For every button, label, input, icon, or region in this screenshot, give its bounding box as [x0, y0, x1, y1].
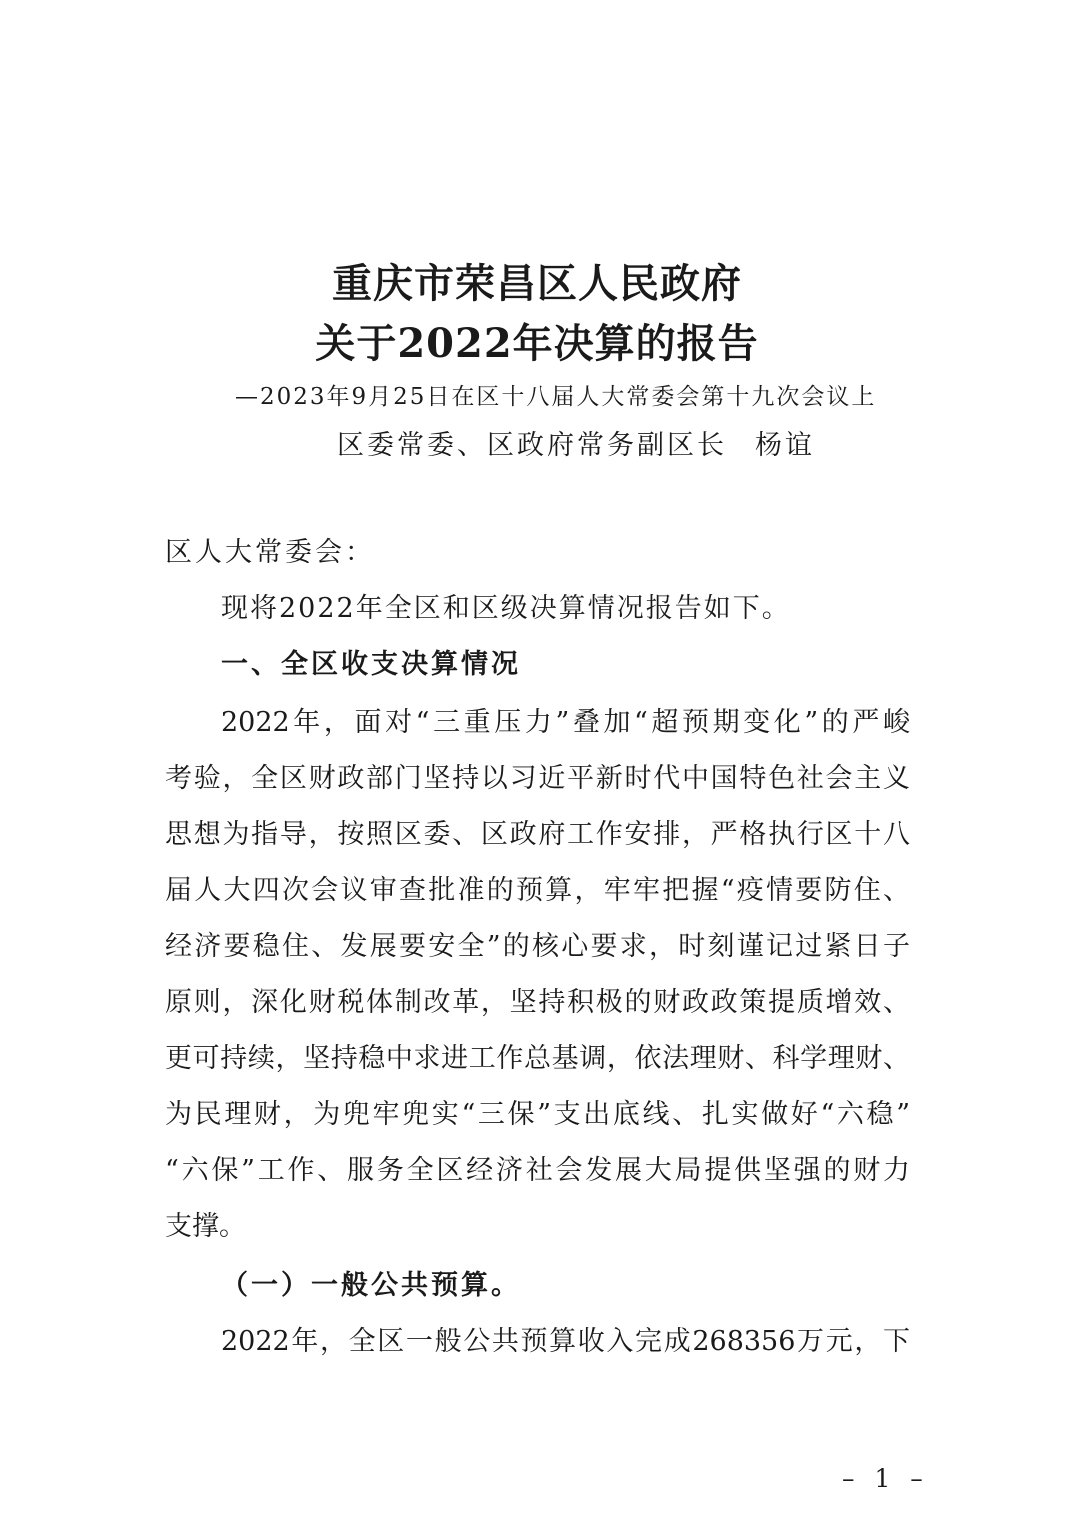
- paragraph-line: 思想为指导，按照区委、区政府工作安排，严格执行区十八: [165, 819, 910, 850]
- paragraph-line: 为民理财，为兜牢兜实“三保”支出底线、扎实做好“六稳”: [165, 1099, 910, 1130]
- author-role: 区委常委、区政府常务副区长: [337, 430, 727, 461]
- paragraph-line: 考验，全区财政部门坚持以习近平新时代中国特色社会主义: [165, 763, 910, 794]
- salutation: 区人大常委会：: [165, 537, 375, 568]
- author-line: [337, 423, 815, 462]
- paragraph-line: 2022年，全区一般公共预算收入完成268356万元，下: [221, 1326, 910, 1357]
- document-title-line1: 重庆市荣昌区人民政府: [332, 260, 742, 307]
- paragraph-line: 支撑。: [165, 1211, 246, 1242]
- paragraph-line: 2022年，面对“三重压力”叠加“超预期变化”的严峻: [221, 707, 910, 738]
- meeting-subtitle: —2023年9月25日在区十八届人大常委会第十九次会议上: [235, 384, 877, 410]
- document-title-line2: 关于2022年决算的报告: [315, 320, 759, 367]
- paragraph-line: 更可持续，坚持稳中求进工作总基调，依法理财、科学理财、: [165, 1043, 910, 1074]
- paragraph-line: “六保”工作、服务全区经济社会发展大局提供坚强的财力: [165, 1155, 910, 1186]
- paragraph-line: 原则，深化财税体制改革，坚持积极的财政政策提质增效、: [165, 987, 910, 1018]
- paragraph-line: 经济要稳住、发展要安全”的核心要求，时刻谨记过紧日子: [165, 931, 910, 962]
- section-heading: 一、全区收支决算情况: [221, 649, 521, 680]
- paragraph-line: 届人大四次会议审查批准的预算，牢牢把握“疫情要防住、: [165, 875, 910, 906]
- subsection-heading: （一）一般公共预算。: [221, 1270, 521, 1301]
- intro-paragraph: 现将2022年全区和区级决算情况报告如下。: [221, 593, 791, 624]
- page-number: – 1 –: [842, 1464, 929, 1493]
- author-name: 杨谊: [755, 430, 815, 461]
